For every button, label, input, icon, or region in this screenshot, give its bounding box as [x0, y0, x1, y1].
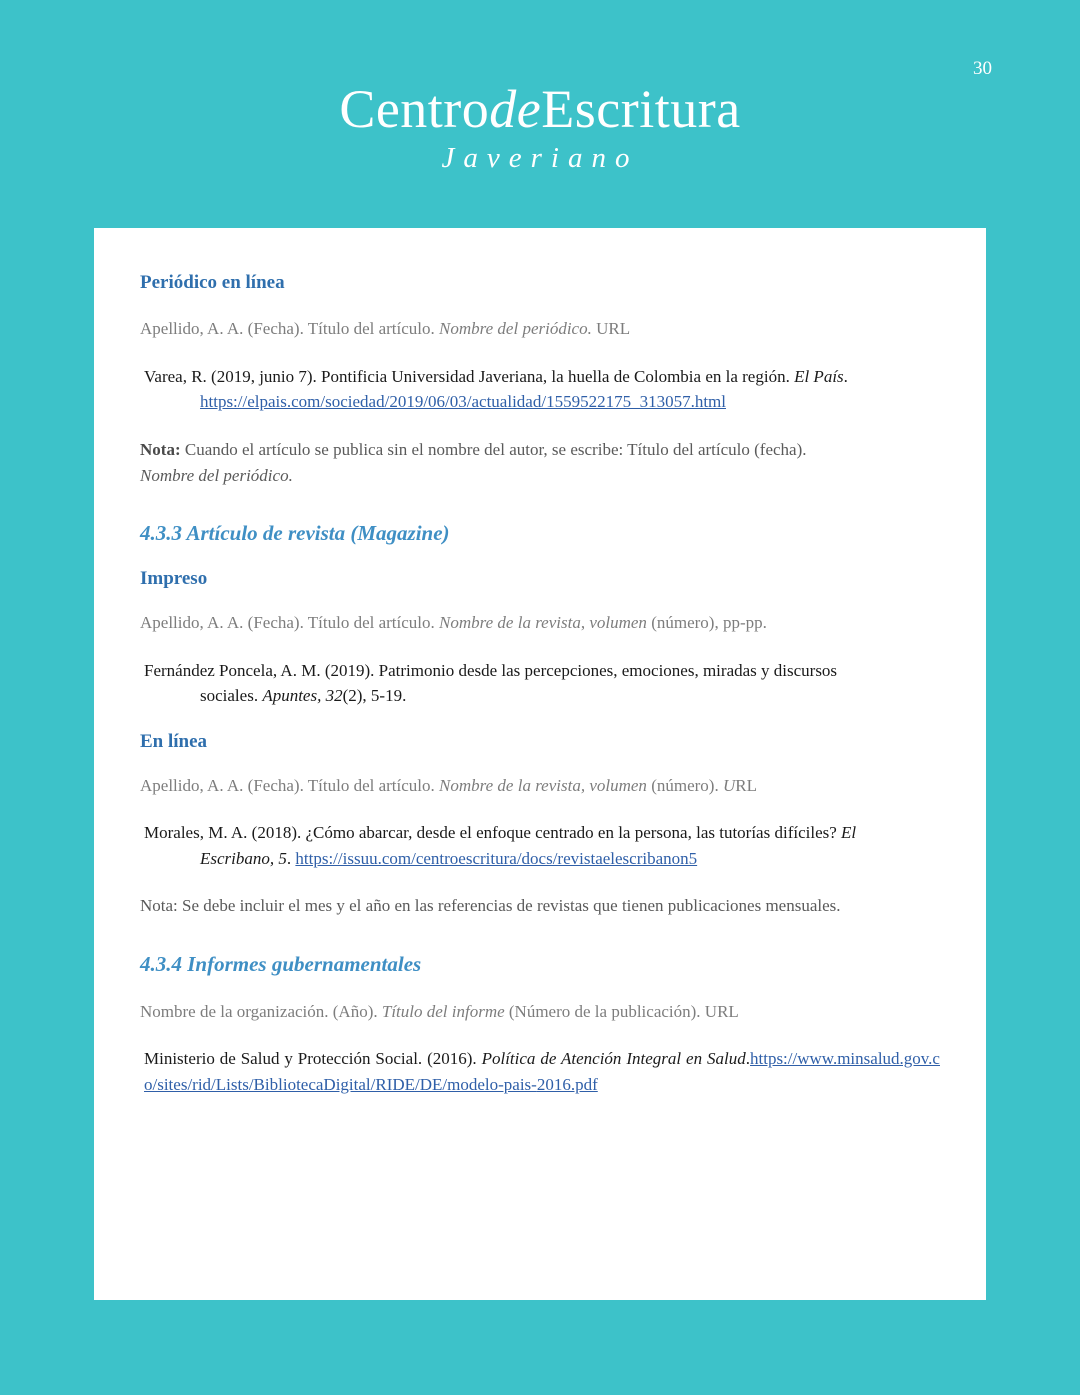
example-revista-impreso	[140, 658, 940, 709]
pattern-text-tail: (número), pp-pp.	[646, 613, 767, 633]
note-periodico	[140, 437, 940, 490]
pattern-italic: Nombre del periódico.	[439, 319, 592, 338]
heading-4-3-4: 4.3.4 Informes gubernamentales	[140, 951, 422, 976]
pattern-informes	[140, 999, 940, 1025]
example-italic-el: El	[841, 823, 857, 843]
pattern-rl: RL	[735, 775, 757, 795]
pattern-italic-u: U	[722, 775, 736, 795]
example-line-1: Morales, M. A. (2018). ¿Cómo abarcar, desde el enfoque centrado en la persona, las tutorías difíciles?	[144, 823, 842, 843]
example-italic-apuntes: Apuntes, 32	[262, 686, 343, 706]
example-periodico-en-linea	[140, 364, 940, 415]
note-label: Nota:	[140, 439, 181, 459]
reference-link-elpais[interactable]: https://elpais.com/sociedad/2019/06/03/actualidad/1559522175_313057.html	[200, 392, 726, 411]
page-number: 30	[973, 58, 992, 79]
logo-text-centro: Centro	[339, 79, 490, 139]
pattern-periodico-en-linea	[140, 316, 940, 342]
example-italic: El País	[794, 366, 844, 386]
pattern-text: Apellido, A. A. (Fecha). Título del artículo.	[140, 319, 440, 338]
heading-4-3-3: 4.3.3 Artículo de revista (Magazine)	[140, 521, 450, 546]
pattern-text: Nombre de la organización. (Año).	[140, 1001, 382, 1021]
pattern-italic-revista-vol: Nombre de la revista, volumen	[439, 775, 647, 795]
example-text: Varea, R. (2019, junio 7). Pontificia Universidad Javeriana, la huella de Colombia en la región.	[144, 366, 795, 386]
example-italic-politica: Política de Atención Integral en Salud	[481, 1049, 746, 1069]
pattern-revista-impreso	[140, 610, 940, 636]
example-italic-escribano: Escribano, 5	[200, 848, 287, 868]
pattern-revista-en-linea	[140, 773, 940, 799]
example-line-2: sociales.	[200, 686, 263, 706]
pattern-italic-titulo: Título del informe	[381, 1001, 505, 1021]
example-text-tail: .	[843, 366, 848, 386]
example-line-1: Fernández Poncela, A. M. (2019). Patrimonio desde las percepciones, emociones, miradas y discursos	[144, 660, 838, 680]
reference-link-minsalud-part1[interactable]: https://www.minsalud.gov.co/sites/rid/Lists/BibliotecaDigital/RIDE/DE/modelo-pais-	[144, 1049, 940, 1094]
note-revista: Nota: Se debe incluir el mes y el año en las referencias de revistas que tienen publicaciones mensuales.	[140, 896, 841, 916]
pattern-sep: ,	[580, 613, 590, 633]
logo-line-secondary: Javeriano	[441, 142, 639, 174]
heading-en-linea: En línea	[140, 730, 208, 752]
example-sep: .	[286, 848, 296, 868]
example-informes	[140, 1046, 940, 1097]
document-content	[94, 228, 986, 1097]
example-line-2-tail: (2), 5-19.	[342, 686, 407, 706]
pattern-text: Apellido, A. A. (Fecha). Título del artículo.	[140, 775, 440, 795]
note-text: Cuando el artículo se publica sin el nombre del autor, se escribe: Título del artículo (fecha).	[180, 439, 807, 459]
logo-text-de: de	[489, 79, 542, 139]
heading-periodico-en-linea: Periódico en línea	[140, 272, 285, 293]
pattern-text-tail: URL	[591, 319, 631, 338]
example-text-tail: .	[745, 1049, 750, 1069]
logo-text-escritura: Escritura	[541, 79, 741, 139]
pattern-italic-revista: Nombre de la revista	[439, 613, 581, 633]
reference-link-issuu[interactable]: https://issuu.com/centroescritura/docs/revistaelescribanon5	[295, 848, 698, 868]
pattern-text: Apellido, A. A. (Fecha). Título del artículo.	[140, 613, 440, 633]
reference-link-minsalud-part2[interactable]: 2016.pdf	[536, 1074, 598, 1094]
pattern-numero: (número).	[646, 775, 723, 795]
logo-line-primary	[0, 79, 1080, 139]
example-text: Ministerio de Salud y Protección Social. (2016).	[144, 1049, 482, 1069]
document-sheet	[94, 228, 986, 1300]
pattern-text-tail: (Número de la publicación). URL	[504, 1001, 739, 1021]
pattern-italic-volumen: volumen	[589, 613, 647, 633]
logo	[0, 79, 1080, 175]
note-italic: Nombre del periódico.	[140, 465, 293, 485]
heading-impreso: Impreso	[140, 568, 208, 590]
example-revista-en-linea	[140, 820, 940, 871]
